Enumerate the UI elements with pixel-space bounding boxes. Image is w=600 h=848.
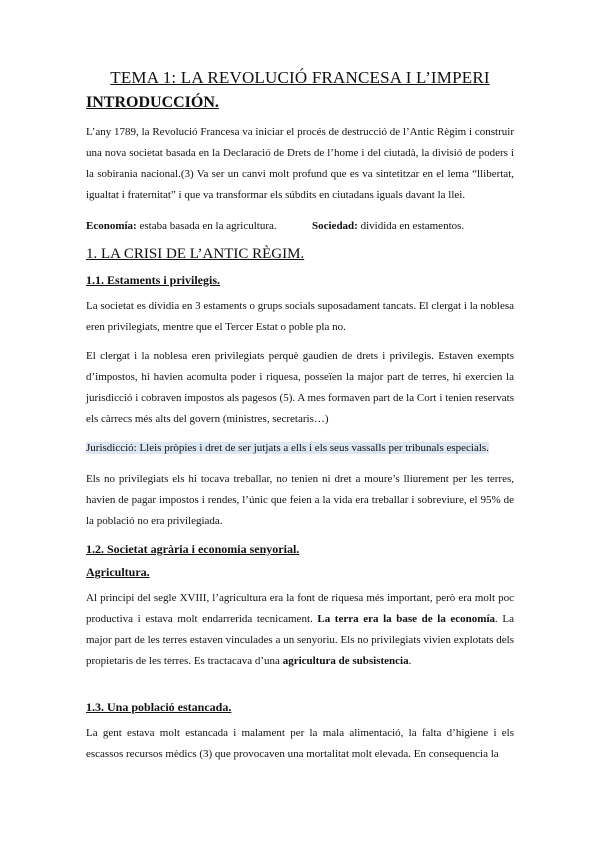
section-1-2-heading: 1.2. Societat agrària i economia senyorial.	[86, 542, 300, 556]
society-label: Sociedad:	[312, 220, 358, 232]
society-line	[312, 216, 464, 236]
agri-bold-2: agricultura de subsistencia	[282, 655, 409, 667]
agriculture-heading: Agricultura.	[86, 565, 150, 579]
society-text: dividida en estamentos.	[357, 220, 465, 232]
section-1-1-paragraph-3: Els no privilegiats els hi tocava treballar, no tenien ni dret a moure’s lliurement per les terres, havien de pagar impostos i rendes, l’únic que feien a la vida era treballar i sobreviure, el 95% de la població no era privilegiada.	[86, 473, 514, 527]
economy-text: estaba basada en la agricultura.	[136, 220, 277, 232]
economy-label: Economía:	[86, 220, 137, 232]
highlighted-text: Jurisdicció: Lleis pròpies i dret de ser jutjats a ells i els seus vassalls per tribunals especials.	[86, 442, 489, 454]
economy-society-row	[86, 216, 514, 236]
intro-heading: INTRODUCCIÓN.	[86, 94, 219, 111]
section-1-1-heading: 1.1. Estaments i privilegis.	[86, 273, 220, 287]
agri-text-2: . La major part de les terres estaven vinculades a un senyoriu. Els no privilegiats vivien explotats dels propietaris de les terres. Es tractacava d’una	[86, 613, 514, 667]
agriculture-paragraph	[86, 588, 514, 672]
economy-line	[86, 216, 312, 236]
section-1-heading: 1. LA CRISI DE L’ANTIC RÈGIM.	[86, 246, 305, 262]
document-title: TEMA 1: LA REVOLUCIÓ FRANCESA I L’IMPERI	[110, 68, 490, 87]
spacer	[86, 672, 514, 694]
intro-paragraph: L’any 1789, la Revolució Francesa va iniciar el procés de destrucció de l’Antic Règim i construir una nova societat basada en la Declaració de Drets de l’home i del ciutadà, la divisió de poders i la sobirania nacional.(3) Va ser un canvi molt profund que es va sintetitzar en el lema “llibertat, igualtat i fraternitat” i que va transformar els súbdits en ciutadans iguals davant la llei.	[86, 126, 514, 201]
agri-text-1: Al principi del segle XVIII, l’agricultura era la font de riquesa més important, però era molt poc productiva i estava molt endarrerida tecnicament.	[86, 592, 514, 625]
agri-text-3: .	[408, 655, 412, 667]
section-1-1-paragraph-2: El clergat i la noblesa eren privilegiats perquè gaudien de drets i privilegis. Estaven exempts d’impostos, hi havien acomulta poder i riquesa, posseïen la major part de terres, hi exercien la jurisdicció i cobraven impostos als pagesos (5). A mes formaven part de la Cort i tenien reservats els càrrecs més alts del govern (ministres, secretaris…)	[86, 350, 514, 425]
section-1-1-paragraph-1: La societat es dividia en 3 estaments o grups socials suposadament tancats. El clergat i la noblesa eren privilegiats, mentre que el Tercer Estat o poble pla no.	[86, 300, 514, 333]
section-1-3-heading: 1.3. Una població estancada.	[86, 700, 232, 714]
section-1-3-paragraph: La gent estava molt estancada i malament per la mala alimentació, la falta d’higiene i els escassos recursos mèdics (3) que provocaven una mortalitat molt elevada. En consequencia la	[86, 727, 514, 760]
agri-bold-1: La terra era la base de la economía	[317, 613, 496, 625]
jurisdiction-note	[86, 438, 514, 459]
